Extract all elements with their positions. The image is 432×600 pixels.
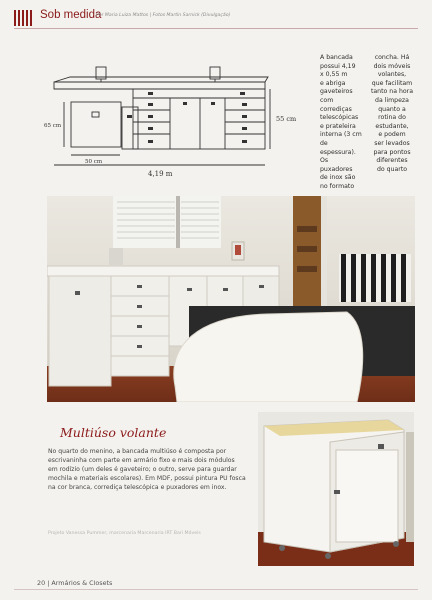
furniture-sketch [40,55,310,185]
project-credit: Projeto Vanessa Pummer, marcenaria Marcenaria IRT Bari Móveis [48,531,201,536]
footer-separator: | [47,579,50,587]
magazine-logo [14,10,34,26]
dim-length-label: 4,19 m [148,170,173,178]
page-footer [37,579,112,587]
page-number: 20 [37,579,46,587]
trolley-photo [258,412,414,566]
sidebar-text-col1: A bancada possui 4,19 x 0,55 m e abriga gaveteiros com corrediças telescópicas e prateleira interna (3 cm de espessura). Os puxadores de inox são no formato [320,54,362,190]
article-title: Multiúso volante [60,425,167,440]
footer-divider [14,589,418,590]
credits: Por Maria Luiza Mattos | Fotos Martin Sarnick (Divulgação) [96,13,231,18]
dim-side-label: 65 cm [44,123,62,129]
header-divider [14,28,418,29]
bedroom-photo [47,196,415,402]
dim-height-label: 55 cm [276,115,297,123]
magazine-name: Armários & Closets [51,579,113,587]
section-title: Sob medida [40,9,102,21]
article-body: No quarto do menino, a bancada multiúso é composta por escrivaninha com parte em armário fixo e mais dois módulos em rodízio (um deles é gaveteiro; o outro, serve para guardar mochila e materiais escolares). Em MDF, possui pintura PU fosca na cor branca, corrediça telescópica e puxadores em inox. [48,448,246,491]
sidebar-text-col2: concha. Há dois móveis volantes, que facilitam tanto na hora da limpeza quanto a rotina do estudante, e podem ser levados para pontos diferentes do quarto [370,54,414,173]
dim-depth-label: 50 cm [85,159,103,165]
